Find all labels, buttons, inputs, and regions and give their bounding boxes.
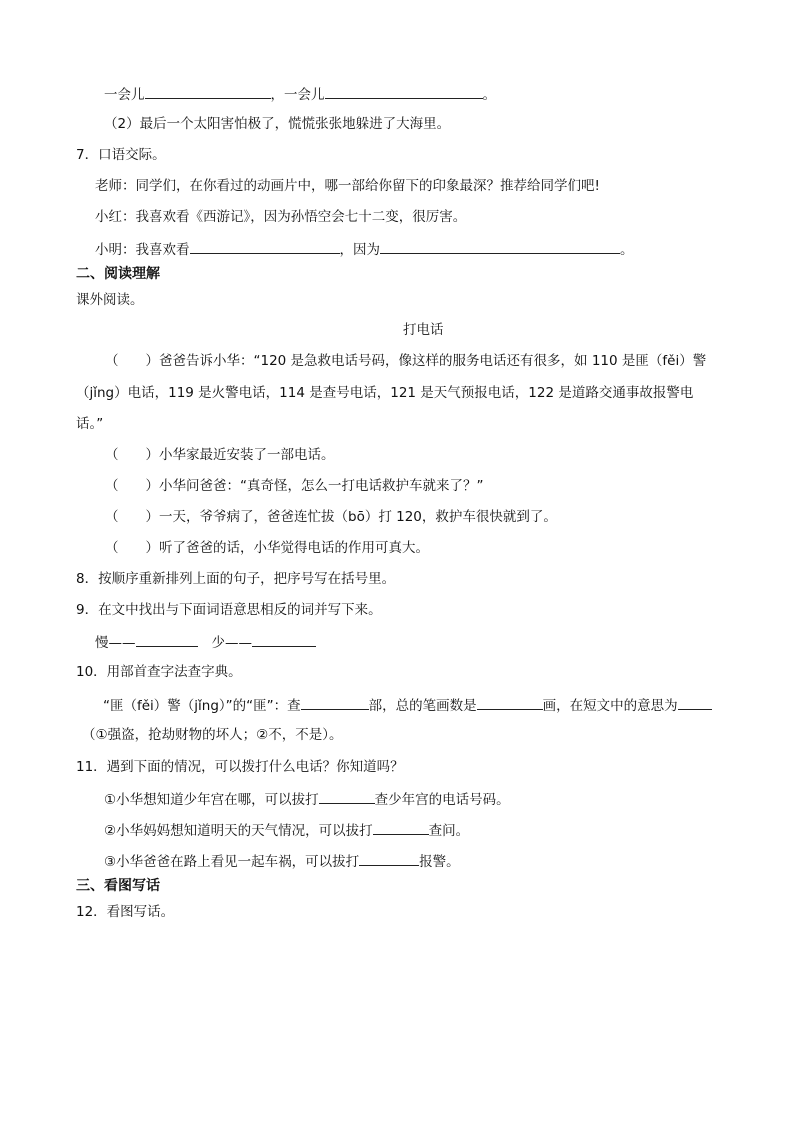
text: 。 [482,87,496,103]
text: ，因为 [339,242,380,258]
story-s2: （ ）小华家最近安装了一部电话。 [105,447,335,463]
line-yihuier [104,84,496,104]
text: 小明：我喜欢看 [95,242,190,258]
answer-blank[interactable] [325,84,483,99]
story-s1-line3: 话。” [76,416,104,432]
text: ②小华妈妈想知道明天的天气情况，可以拔打 [104,823,373,839]
answer-blank[interactable] [678,695,712,710]
q8-title: 8．按顺序重新排列上面的句子，把序号写在括号里。 [76,571,396,587]
section-2-title: 二、阅读理解 [76,266,160,282]
story-s5: （ ）听了爸爸的话，小华觉得电话的作用可真大。 [105,540,429,556]
text: “匪（fěi）警（jǐng）”的“匪”：查 [103,698,301,714]
word-shao: 少—— [211,635,252,651]
q12-title: 12．看图写话。 [76,904,175,920]
story-s4: （ ）一天，爷爷病了，爸爸连忙拔（bō）打 120，救护车很快就到了。 [105,509,557,525]
reading-intro: 课外阅读。 [76,292,144,308]
text: ，一会儿 [270,87,325,103]
sentence-2: （2）最后一个太阳害怕极了，慌慌张张地躲进了大海里。 [104,116,451,132]
answer-blank[interactable] [380,239,620,254]
answer-blank[interactable] [136,632,198,647]
q11-c [104,851,460,871]
q11-title: 11．遇到下面的情况，可以拨打什么电话？你知道吗？ [76,759,404,775]
text: ①小华想知道少年宫在哪，可以拔打 [104,792,319,808]
answer-blank[interactable] [477,695,543,710]
q7-xiaohong: 小红：我喜欢看《西游记》，因为孙悟空会七十二变，很厉害。 [95,209,467,225]
text: 报警。 [419,854,460,870]
text: 查少年宫的电话号码。 [374,792,510,808]
answer-blank[interactable] [319,789,375,804]
q9-words [95,632,316,652]
q10-line1 [103,695,712,715]
q10-title: 10．用部首查字法查字典。 [76,664,242,680]
text: 部，总的笔画数是 [368,698,477,714]
q9-title: 9．在文中找出与下面词语意思相反的词并写下来。 [76,602,382,618]
story-title: 打电话 [403,322,444,338]
text: 。 [620,242,634,258]
answer-blank[interactable] [190,239,340,254]
word-man: 慢—— [95,635,136,651]
answer-blank[interactable] [359,851,419,866]
text: 查问。 [428,823,470,839]
text: ③小华爸爸在路上看见一起车祸，可以拔打 [104,854,360,870]
q11-a [104,789,510,809]
q7-title: 7．口语交际。 [76,147,166,163]
story-s3: （ ）小华问爸爸：“真奇怪，怎么一打电话救护车就来了？” [105,478,484,494]
text: 画，在短文中的意思为 [542,698,678,714]
answer-blank[interactable] [373,820,429,835]
q11-b [104,820,469,840]
q7-teacher: 老师：同学们，在你看过的动画片中，哪一部给你留下的印象最深？推荐给同学们吧! [95,178,600,194]
q7-xiaoming [95,239,634,259]
story-s1-line2: （jǐng）电话，119 是火警电话，114 是查号电话，121 是天气预报电话，122 是道路交通事故报警电 [76,385,694,401]
section-3-title: 三、看图写话 [76,878,160,894]
text: 一会儿 [104,87,145,103]
answer-blank[interactable] [301,695,369,710]
answer-blank[interactable] [145,84,271,99]
story-s1-line1: （ ）爸爸告诉小华：“120 是急救电话号码，像这样的服务电话还有很多，如 110 是匪（fěi）警 [105,353,707,369]
q10-line2: （①强盗，抢劫财物的坏人；②不，不是）。 [82,727,343,743]
answer-blank[interactable] [252,632,316,647]
